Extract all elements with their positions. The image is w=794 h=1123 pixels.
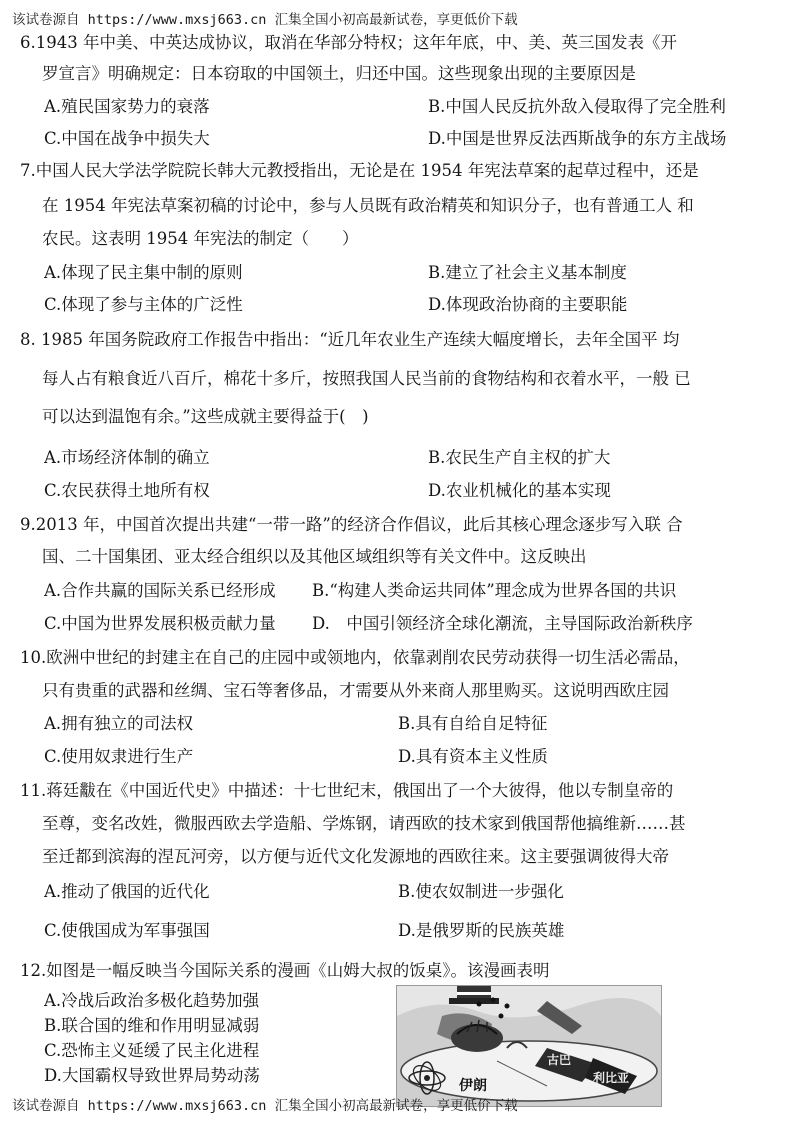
question-8-option-a: A.市场经济体制的确立 [44, 448, 210, 467]
question-11-option-d: D.是俄罗斯的民族英雄 [398, 921, 565, 940]
question-12-option-b: B.联合国的维和作用明显减弱 [44, 1016, 260, 1035]
question-9-option-d: D. 中国引领经济全球化潮流，主导国际政治新秩序 [312, 614, 693, 633]
question-7-line-2: 在 1954 年宪法草案初稿的讨论中，参与人员既有政治精英和知识分子，也有普通工人 和 [42, 196, 694, 215]
question-7-option-a: A.体现了民主集中制的原则 [44, 263, 243, 282]
question-11-line-2: 至尊，变名改姓，微服西欧去学造船、学炼钢，请西欧的技术家到俄国帮他搞维新……甚 [42, 814, 686, 833]
question-12-line-1: 12.如图是一幅反映当今国际关系的漫画《山姆大叔的饭桌》。该漫画表明 [20, 961, 550, 980]
source-watermark-footer: 该试卷源自 https://www.mxsj663.cn 汇集全国小初高最新试卷，享更低价下载 [12, 1098, 518, 1114]
question-11-line-1: 11.蒋廷黻在《中国近代史》中描述：十七世纪末，俄国出了一个大彼得，他以专制皇帝的 [20, 781, 674, 800]
question-10-line-2: 只有贵重的武器和丝绸、宝石等奢侈品，才需要从外来商人那里购买。这说明西欧庄园 [42, 681, 669, 700]
question-6-line-2: 罗宣言》明确规定：日本窃取的中国领土，归还中国。这些现象出现的主要原因是 [42, 64, 636, 83]
question-10-option-b: B.具有自给自足特征 [398, 714, 548, 733]
source-watermark-header: 该试卷源自 https://www.mxsj663.cn 汇集全国小初高最新试卷，享更低价下载 [12, 12, 518, 28]
question-10-option-c: C.使用奴隶进行生产 [44, 747, 194, 766]
question-10-option-a: A.拥有独立的司法权 [44, 714, 194, 733]
question-12-option-a: A.冷战后政治多极化趋势加强 [44, 991, 260, 1010]
cartoon-label-cuba: 古巴 [547, 1053, 572, 1067]
question-8-option-b: B.农民生产自主权的扩大 [428, 448, 611, 467]
question-6-line-1: 6.1943 年中美、中英达成协议，取消在华部分特权；这年年底，中、美、英三国发表《开 [20, 33, 677, 52]
cartoon-label-libya: 利比亚 [593, 1071, 630, 1085]
question-7-option-b: B.建立了社会主义基本制度 [428, 263, 627, 282]
question-8-line-2: 每人占有粮食近八百斤，棉花十多斤，按照我国人民当前的食物结构和衣着水平，一般 已 [42, 369, 691, 388]
question-10-line-1: 10.欧洲中世纪的封建主在自己的庄园中或领地内，依靠剥削农民劳动获得一切生活必需品， [20, 648, 690, 667]
question-7-line-1: 7.中国人民大学法学院院长韩大元教授指出，无论是在 1954 年宪法草案的起草过程中，还是 [20, 161, 699, 180]
question-7-option-c: C.体现了参与主体的广泛性 [44, 295, 243, 314]
question-12-option-c: C.恐怖主义延缓了民主化进程 [44, 1041, 260, 1060]
question-6-option-a: A.殖民国家势力的衰落 [44, 97, 210, 116]
question-9-option-a: A.合作共赢的国际关系已经形成 [44, 581, 276, 600]
question-8-line-1: 8. 1985 年国务院政府工作报告中指出：“近几年农业生产连续大幅度增长，去年全国平 均 [20, 330, 680, 349]
question-6-option-d: D.中国是世界反法西斯战争的东方主战场 [428, 129, 727, 148]
question-11-option-b: B.使农奴制进一步强化 [398, 882, 564, 901]
question-10-option-d: D.具有资本主义性质 [398, 747, 548, 766]
question-6-option-b: B.中国人民反抗外敌入侵取得了完全胜利 [428, 97, 726, 116]
question-7-option-d: D.体现政治协商的主要职能 [428, 295, 628, 314]
question-11-line-3: 至迁都到滨海的涅瓦河旁，以方便与近代文化发源地的西欧往来。这主要强调彼得大帝 [42, 847, 669, 866]
question-7-line-3: 农民。这表明 1954 年宪法的制定（ ） [42, 229, 359, 248]
question-9-line-2: 国、二十国集团、亚太经合组织以及其他区域组织等有关文件中。这反映出 [42, 547, 587, 566]
question-11-option-c: C.使俄国成为军事强国 [44, 921, 210, 940]
cartoon-illustration [397, 986, 661, 1106]
question-8-line-3: 可以达到温饱有余。”这些成就主要得益于( ) [42, 407, 369, 426]
uncle-sam-dinner-table-cartoon [396, 985, 662, 1107]
question-9-line-1: 9.2013 年，中国首次提出共建“一带一路”的经济合作倡议，此后其核心理念逐步写入联 合 [20, 515, 683, 534]
question-9-option-c: C.中国为世界发展积极贡献力量 [44, 614, 276, 633]
question-8-option-c: C.农民获得土地所有权 [44, 481, 210, 500]
question-12-option-d: D.大国霸权导致世界局势动荡 [44, 1066, 260, 1085]
cartoon-label-iran: 伊朗 [459, 1078, 487, 1094]
question-8-option-d: D.农业机械化的基本实现 [428, 481, 611, 500]
question-9-option-b: B.“构建人类命运共同体”理念成为世界各国的共识 [312, 581, 677, 600]
question-11-option-a: A.推动了俄国的近代化 [44, 882, 210, 901]
question-6-option-c: C.中国在战争中损失大 [44, 129, 210, 148]
